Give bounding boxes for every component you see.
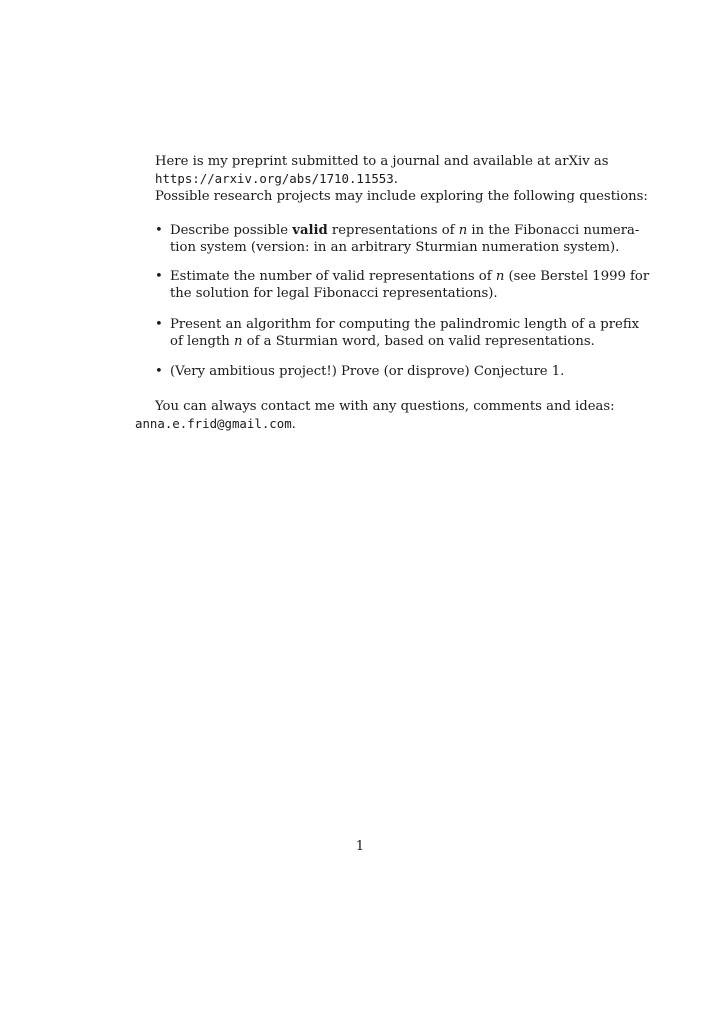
page-number: 1 [355,839,365,854]
item-1-text-a: Describe possible [170,223,293,238]
intro-line-1: Here is my preprint submitted to a journal and available at arXiv as [155,154,609,169]
item-3-line-1: Present an algorithm for computing the palindromic length of a prefix [170,317,640,332]
email-link[interactable]: anna.e.frid@gmail.com [135,416,292,431]
email-period: . [291,417,296,432]
item-1-text-b: representations of [327,223,459,238]
item-2-line-2: the solution for legal Fibonacci representations). [170,286,498,301]
item-3-var-n: n [233,334,243,349]
item-3-line-2 [170,333,595,350]
item-2-text-a: Estimate the number of valid representations of [170,269,496,284]
item-2-var-n: n [495,269,505,284]
item-3-text-b: of a Sturmian word, based on valid representations. [242,334,595,349]
intro-url-line [155,170,398,188]
item-1-line-2: tion system (version: in an arbitrary Sturmian numeration system). [170,240,620,255]
bullet-2-marker: • [155,269,163,284]
item-2-line-1 [170,268,650,285]
arxiv-link[interactable]: https://arxiv.org/abs/1710.11553 [155,171,394,186]
item-3-text-a: of length [170,334,234,349]
item-4-line-1: (Very ambitious project!) Prove (or disprove) Conjecture 1. [170,364,565,379]
item-1-bold-valid: valid [292,223,328,238]
intro-url-period: . [393,172,398,187]
item-1-line-1 [170,222,640,239]
bullet-4-marker: • [155,364,163,379]
item-1-text-c: in the Fibonacci numera- [467,223,640,238]
contact-email-line [135,415,296,433]
item-2-text-b: (see Berstel 1999 for [504,269,650,284]
contact-line-1: You can always contact me with any questions, comments and ideas: [155,399,615,414]
bullet-3-marker: • [155,317,163,332]
bullet-1-marker: • [155,223,163,238]
intro-line-3: Possible research projects may include exploring the following questions: [155,189,648,204]
item-1-var-n: n [458,223,468,238]
